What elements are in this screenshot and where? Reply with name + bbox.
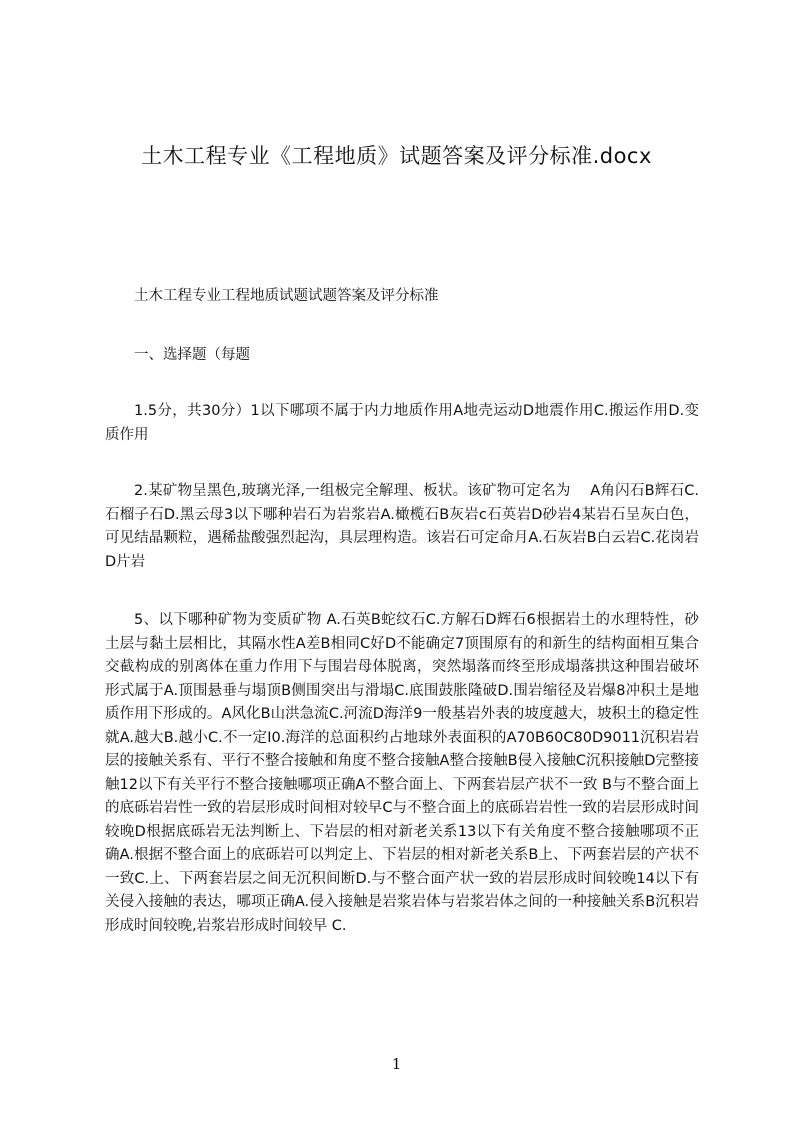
paragraph-heading: 土木工程专业工程地质试题试题答案及评分标准 bbox=[134, 288, 439, 304]
paragraph-question-1: 1.5分，共30分）1以下哪项不属于内力地质作用A地壳运动D地震作用C.搬运作用D.变质作用 bbox=[105, 403, 699, 443]
document-title: 土木工程专业《工程地质》试题答案及评分标准.docx bbox=[141, 144, 652, 168]
paragraph-questions-2-4: 2.某矿物呈黑色,玻璃光泽,一组极完全解理、板状。该矿物可定名为 A角闪石B辉石C.石榴子石D.黑云母3以下哪种岩石为岩浆岩A.橄榄石B灰岩c石英岩D砂岩4某岩石呈灰白色，可见结晶颗粒，遇稀盐酸强烈起沟，具层理构造。该岩石可定命月A.石灰岩B白云岩C.花岗岩D片岩 bbox=[105, 483, 699, 570]
paragraph-section-title: 一、选择题（每题 bbox=[134, 346, 250, 363]
paragraph-questions-5-14: 5、以下哪种矿物为变质矿物 A.石英B蛇纹石C.方解石D辉石6根据岩土的水理特性，砂土层与黏土层相比，其隔水性A差B相同C好D不能确定7顶围原有的和新生的结构面相互集合交截构成的别离体在重力作用下与围岩母体脱离，突然塌落而终至形成塌落拱这种围岩破坏形式属于A.顶围悬垂与塌顶B侧围突出与滑塌C.底围鼓胀隆破D.围岩缩径及岩爆8冲积土是地质作用下形成的。A风化B山洪急流C.河流D海洋9一般基岩外表的坡度越大，坡积土的稳定性就A.越大B.越小C.不一定I0.海洋的总面积约占地球外表面积的A70B60C80D9011沉积岩岩层的接触关系有、平行不整合接触和角度不整合接触A整合接触B侵入接触C沉积接触D完整接触12以下有关平行不整合接触哪项正确A不整合面上、下两套岩层产状不一致 B与不整合面上的底砾岩岩性一致的岩层形成时间相对较早C与不整合面上的底砾岩岩性一致的岩层形成时间较晚D根据底砾岩无法判断上、下岩层的相对新老关系13以下有关角度不整合接触哪项不正确A.根据不整合面上的底砾岩可以判定上、下岩层的相对新老关系B上、下两套岩层的产状不一致C.上、下两套岩层之间无沉积间断D.与不整合面产状一致的岩层形成时间较晚14以下有关侵入接触的表达，哪项正确A.侵入接触是岩浆岩体与岩浆岩体之间的一种接触关系B沉积岩形成时间较晚,岩浆岩形成时间较早 C. bbox=[105, 612, 699, 934]
document-body bbox=[105, 285, 699, 938]
page-number: 1 bbox=[391, 1055, 402, 1073]
